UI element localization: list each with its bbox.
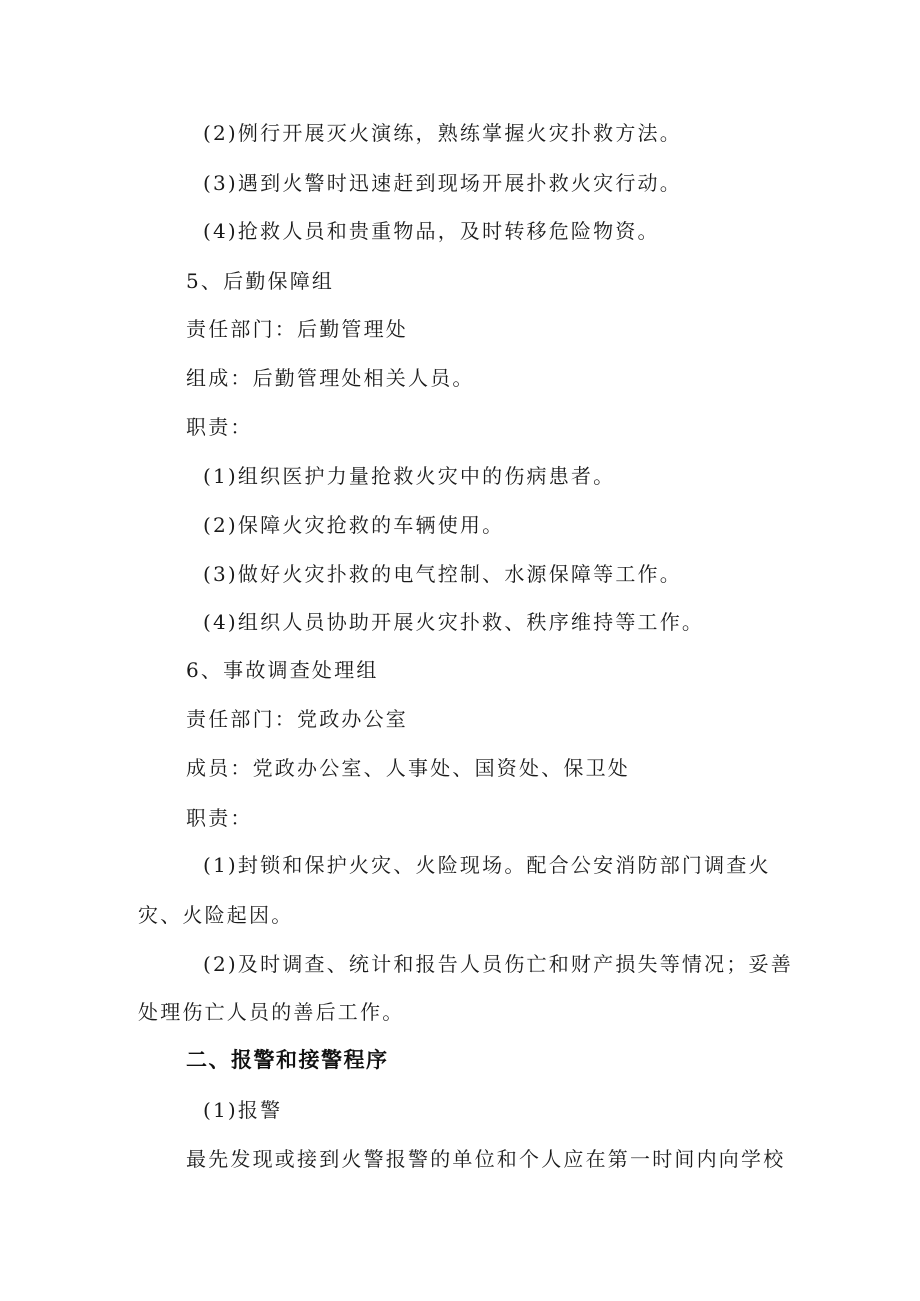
investigation-duties-label: 职责： — [186, 806, 253, 830]
logistics-duties-label: 职责： — [186, 415, 253, 439]
section-logistics-title: 5、后勤保障组 — [186, 269, 335, 293]
logistics-duty-2: (2)保障火灾抢救的车辆使用。 — [203, 513, 505, 537]
logistics-duty-1: (1)组织医护力量抢救火灾中的伤病患者。 — [203, 464, 616, 488]
alarm-paragraph-start: 最先发现或接到火警报警的单位和个人应在第一时间内向学校 — [186, 1147, 786, 1171]
investigation-duty-2: (2)及时调查、统计和报告人员伤亡和财产损失等情况；妥善 — [203, 952, 793, 976]
investigation-members: 成员：党政办公室、人事处、国资处、保卫处 — [186, 756, 630, 780]
alarm-subsection-title: (1)报警 — [203, 1098, 283, 1122]
investigation-duty-2-continued: 处理伤亡人员的善后工作。 — [138, 1000, 405, 1024]
investigation-duty-1: (1)封锁和保护火灾、火险现场。配合公安消防部门调查火 — [203, 853, 771, 877]
logistics-composition: 组成：后勤管理处相关人员。 — [186, 366, 475, 390]
investigation-duty-1-continued: 灾、火险起因。 — [138, 903, 294, 927]
logistics-department: 责任部门：后勤管理处 — [186, 317, 408, 341]
duty-item-3-response: (3)遇到火警时迅速赶到现场开展扑救火灾行动。 — [203, 171, 682, 195]
duty-item-4-rescue: (4)抢救人员和贵重物品，及时转移危险物资。 — [203, 219, 660, 243]
chapter-heading-alarm-procedure: 二、报警和接警程序 — [186, 1048, 389, 1072]
section-investigation-title: 6、事故调查处理组 — [186, 658, 379, 682]
duty-item-2-drill: (2)例行开展灭火演练，熟练掌握火灾扑救方法。 — [203, 121, 682, 145]
investigation-department: 责任部门：党政办公室 — [186, 707, 408, 731]
logistics-duty-3: (3)做好火灾扑救的电气控制、水源保障等工作。 — [203, 562, 682, 586]
logistics-duty-4: (4)组织人员协助开展火灾扑救、秩序维持等工作。 — [203, 610, 705, 634]
